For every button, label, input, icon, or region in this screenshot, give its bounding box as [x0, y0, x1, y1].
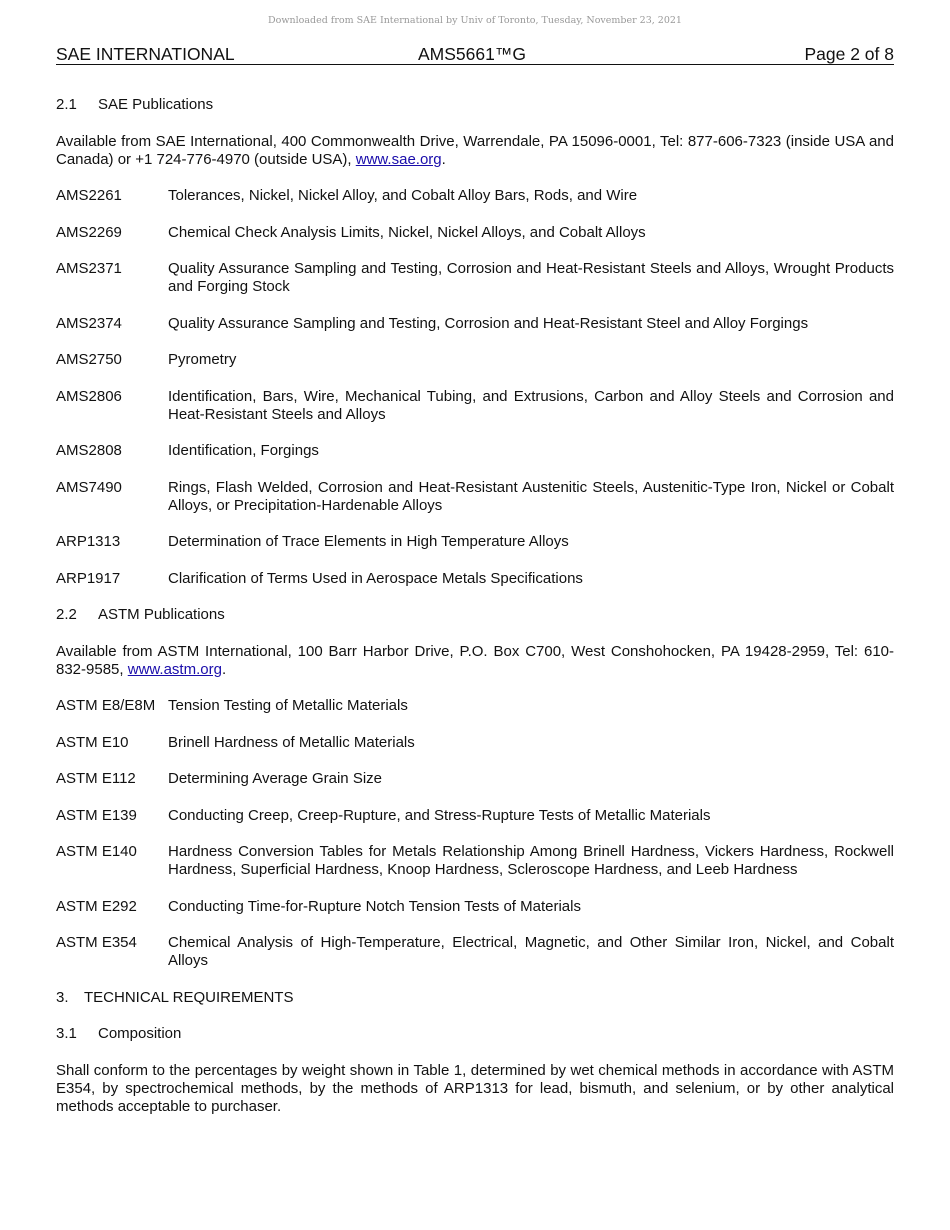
- reference-title: Chemical Check Analysis Limits, Nickel, Nickel Alloys, and Cobalt Alloys: [168, 223, 646, 241]
- reference-entry: [56, 697, 894, 715]
- reference-title: Determination of Trace Elements in High Temperature Alloys: [168, 533, 569, 550]
- section-heading-composition: [56, 1025, 894, 1043]
- header-page-number: Page 2 of 8: [804, 44, 894, 64]
- section-heading-astm: [56, 606, 894, 624]
- reference-title: Quality Assurance Sampling and Testing, Corrosion and Heat-Resistant Steels and Alloys, Wrought Products and Forging Stock: [168, 260, 894, 295]
- section-heading-technical-requirements: [56, 989, 894, 1007]
- astm-availability-paragraph: Available from ASTM International, 100 Barr Harbor Drive, P.O. Box C700, West Conshohocken, PA 19428-2959, Tel: 610-832-9585, www.astm.org.: [56, 642, 894, 678]
- reference-title: Rings, Flash Welded, Corrosion and Heat-Resistant Austenitic Steels, Austenitic-Type Iron, Nickel or Cobalt Alloys, or Precipitation-Hardenable Alloys: [168, 478, 894, 514]
- reference-code: ASTM E139: [56, 806, 137, 824]
- reference-title: Determining Average Grain Size: [168, 770, 382, 787]
- section-title: Composition: [98, 1025, 182, 1042]
- sae-website-link[interactable]: www.sae.org: [355, 150, 442, 168]
- reference-code: ARP1917: [56, 569, 121, 587]
- reference-entry: [56, 770, 894, 788]
- reference-entry: [56, 315, 894, 333]
- section-title: ASTM Publications: [98, 606, 225, 623]
- reference-code: ASTM E10: [56, 733, 129, 751]
- reference-entry: [56, 898, 894, 916]
- reference-title: Tolerances, Nickel, Nickel Alloy, and Cobalt Alloy Bars, Rods, and Wire: [168, 187, 638, 204]
- section-title: SAE Publications: [98, 96, 214, 113]
- header-organization: SAE INTERNATIONAL: [56, 44, 235, 64]
- reference-title: Pyrometry: [168, 351, 237, 368]
- reference-code: AMS2808: [56, 442, 122, 459]
- page-header: [56, 44, 894, 65]
- reference-entry: [56, 934, 894, 970]
- reference-code: AMS7490: [56, 478, 122, 496]
- reference-entry: [56, 734, 894, 752]
- reference-title: Conducting Creep, Creep-Rupture, and Stress-Rupture Tests of Metallic Materials: [168, 806, 711, 824]
- reference-entry: [56, 187, 894, 205]
- section-number: 2.1: [56, 96, 77, 113]
- reference-code: AMS2261: [56, 187, 122, 204]
- section-title: TECHNICAL REQUIREMENTS: [84, 988, 294, 1006]
- header-document-number: AMS5661™G: [418, 44, 526, 64]
- reference-entry: [56, 351, 894, 369]
- reference-title: Clarification of Terms Used in Aerospace Metals Specifications: [168, 569, 583, 587]
- sae-reference-list: [56, 187, 894, 588]
- reference-title: Conducting Time-for-Rupture Notch Tension Tests of Materials: [168, 897, 581, 915]
- reference-code: AMS2269: [56, 223, 122, 241]
- sae-availability-paragraph: Available from SAE International, 400 Commonwealth Drive, Warrendale, PA 15096-0001, Tel: 877-606-7323 (inside USA and Canada) or +1 724-776-4970 (outside USA), www.sae.org.: [56, 132, 894, 168]
- reference-code: ASTM E112: [56, 770, 136, 787]
- reference-entry: [56, 224, 894, 242]
- reference-code: AMS2806: [56, 387, 122, 405]
- composition-paragraph: Shall conform to the percentages by weight shown in Table 1, determined by wet chemical methods in accordance with ASTM E354, by spectrochemical methods, by the methods of ARP1313 for lead, bismuth, and selenium, or by other analytical methods acceptable to purchaser.: [56, 1061, 894, 1115]
- reference-code: ARP1313: [56, 533, 121, 550]
- reference-title: Hardness Conversion Tables for Metals Relationship Among Brinell Hardness, Vickers Hardness, Rockwell Hardness, Superficial Hardness, Knoop Hardness, Scleroscope Hardness, and Leeb Hardness: [168, 843, 894, 878]
- reference-entry: [56, 570, 894, 588]
- reference-code: AMS2371: [56, 260, 122, 277]
- reference-code: AMS2374: [56, 314, 122, 332]
- reference-title: Chemical Analysis of High-Temperature, Electrical, Magnetic, and Other Similar Iron, Nickel, and Cobalt Alloys: [168, 934, 894, 969]
- reference-entry: [56, 388, 894, 424]
- reference-entry: [56, 807, 894, 825]
- reference-title: Brinell Hardness of Metallic Materials: [168, 733, 415, 751]
- reference-code: ASTM E140: [56, 843, 137, 860]
- reference-code: AMS2750: [56, 351, 122, 368]
- section-number: 3.1: [56, 1025, 77, 1042]
- reference-title: Identification, Forgings: [168, 442, 319, 459]
- reference-title: Tension Testing of Metallic Materials: [168, 697, 408, 714]
- astm-reference-list: [56, 697, 894, 970]
- reference-title: Quality Assurance Sampling and Testing, Corrosion and Heat-Resistant Steel and Alloy Forgings: [168, 314, 809, 332]
- reference-entry: [56, 843, 894, 879]
- document-body: [56, 96, 894, 1134]
- reference-entry: [56, 533, 894, 551]
- reference-entry: [56, 479, 894, 515]
- reference-entry: [56, 442, 894, 460]
- reference-entry: [56, 260, 894, 296]
- astm-website-link[interactable]: www.astm.org: [127, 660, 222, 678]
- reference-code: ASTM E8/E8M: [56, 697, 156, 714]
- section-heading-sae: [56, 96, 894, 114]
- reference-title: Identification, Bars, Wire, Mechanical Tubing, and Extrusions, Carbon and Alloy Steels and Corrosion and Heat-Resistant Steels and Alloys: [168, 387, 894, 423]
- section-number: 2.2: [56, 606, 77, 623]
- reference-code: ASTM E292: [56, 897, 137, 915]
- section-number: 3.: [56, 988, 69, 1006]
- reference-code: ASTM E354: [56, 934, 137, 951]
- download-watermark: Downloaded from SAE International by Univ of Toronto, Tuesday, November 23, 2021: [268, 15, 682, 26]
